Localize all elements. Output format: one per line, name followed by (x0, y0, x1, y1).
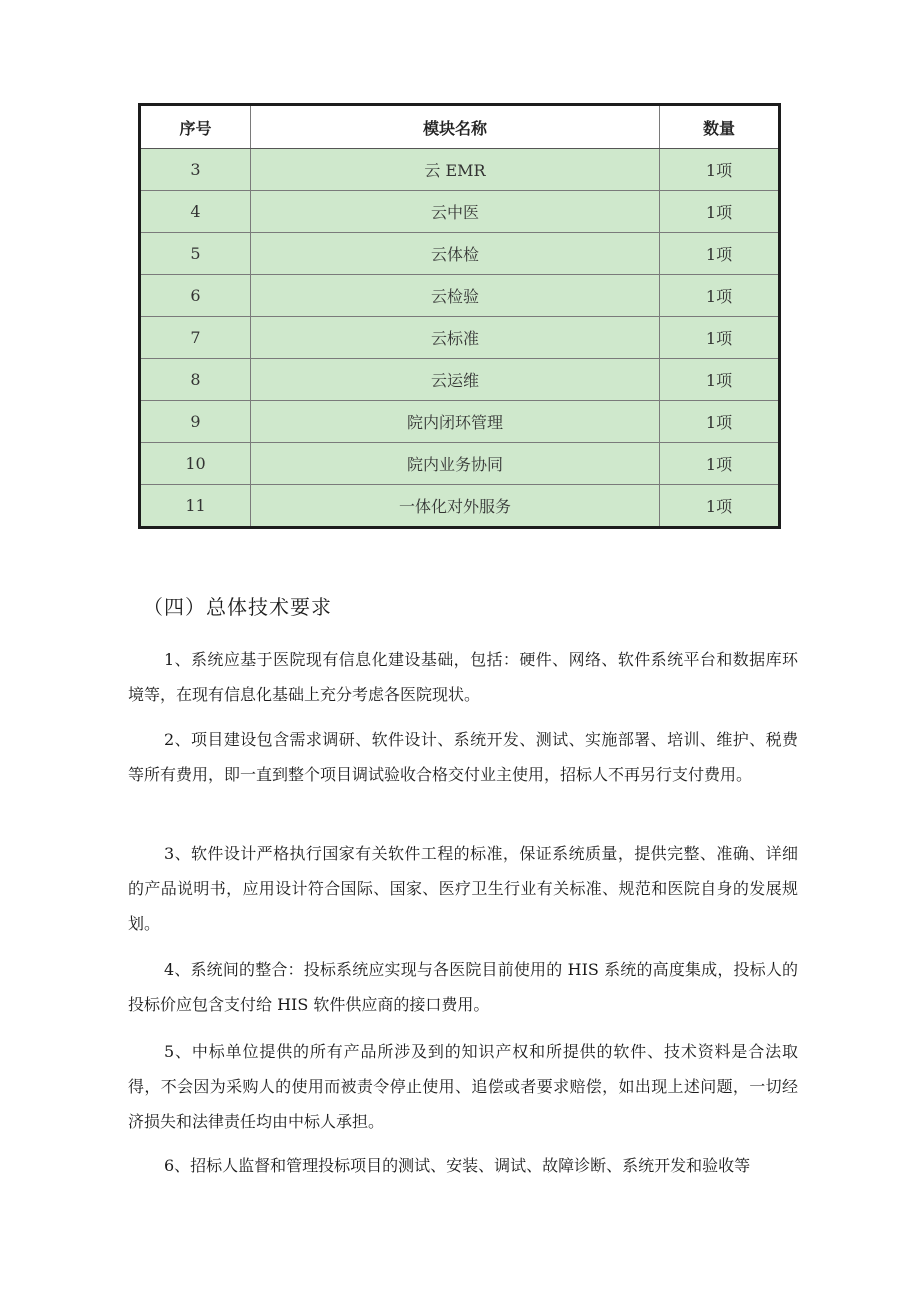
requirement-paragraph-1: 1、系统应基于医院现有信息化建设基础，包括：硬件、网络、软件系统平台和数据库环境等，在现有信息化基础上充分考虑各医院现状。 (128, 650, 798, 704)
cell-quantity: 1项 (660, 443, 780, 485)
table-row (140, 233, 780, 275)
cell-serial-number: 11 (140, 485, 251, 528)
cell-quantity: 1项 (660, 275, 780, 317)
table-row (140, 443, 780, 485)
table-row (140, 317, 780, 359)
cell-quantity: 1项 (660, 317, 780, 359)
cell-module-name: 云体检 (251, 233, 660, 275)
cell-serial-number: 7 (140, 317, 251, 359)
table-row (140, 191, 780, 233)
cell-module-name: 一体化对外服务 (251, 485, 660, 528)
header-module-name: 模块名称 (251, 105, 660, 149)
table-row (140, 359, 780, 401)
cell-quantity: 1项 (660, 233, 780, 275)
cell-module-name: 云 EMR (251, 149, 660, 191)
requirement-paragraph-3: 3、软件设计严格执行国家有关软件工程的标准，保证系统质量，提供完整、准确、详细的产品说明书，应用设计符合国际、国家、医疗卫生行业有关标准、规范和医院自身的发展规划。 (128, 844, 798, 933)
cell-quantity: 1项 (660, 191, 780, 233)
table-row (140, 485, 780, 528)
cell-serial-number: 10 (140, 443, 251, 485)
cell-serial-number: 9 (140, 401, 251, 443)
cell-quantity: 1项 (660, 149, 780, 191)
cell-serial-number: 5 (140, 233, 251, 275)
header-serial-number: 序号 (140, 105, 251, 149)
requirement-paragraph-4: 4、系统间的整合：投标系统应实现与各医院目前使用的 HIS 系统的高度集成，投标人的投标价应包含支付给 HIS 软件供应商的接口费用。 (128, 960, 798, 1014)
requirement-paragraph-5: 5、中标单位提供的所有产品所涉及到的知识产权和所提供的软件、技术资料是合法取得，不会因为采购人的使用而被责令停止使用、追偿或者要求赔偿，如出现上述问题，一切经济损失和法律责任均由中标人承担。 (128, 1042, 798, 1131)
cell-module-name: 云标准 (251, 317, 660, 359)
section-heading: （四）总体技术要求 (143, 595, 332, 619)
table-row (140, 149, 780, 191)
cell-module-name: 云中医 (251, 191, 660, 233)
requirement-paragraph-6: 6、招标人监督和管理投标项目的测试、安装、调试、故障诊断、系统开发和验收等 (164, 1156, 751, 1175)
cell-quantity: 1项 (660, 401, 780, 443)
cell-serial-number: 3 (140, 149, 251, 191)
table-header-row (140, 105, 780, 149)
cell-quantity: 1项 (660, 485, 780, 528)
cell-serial-number: 8 (140, 359, 251, 401)
cell-serial-number: 6 (140, 275, 251, 317)
module-table (138, 103, 781, 529)
cell-serial-number: 4 (140, 191, 251, 233)
cell-quantity: 1项 (660, 359, 780, 401)
header-quantity: 数量 (660, 105, 780, 149)
cell-module-name: 云运维 (251, 359, 660, 401)
cell-module-name: 云检验 (251, 275, 660, 317)
requirement-paragraph-2: 2、项目建设包含需求调研、软件设计、系统开发、测试、实施部署、培训、维护、税费等所有费用，即一直到整个项目调试验收合格交付业主使用，招标人不再另行支付费用。 (128, 730, 798, 784)
table-row (140, 401, 780, 443)
table-row (140, 275, 780, 317)
cell-module-name: 院内业务协同 (251, 443, 660, 485)
cell-module-name: 院内闭环管理 (251, 401, 660, 443)
